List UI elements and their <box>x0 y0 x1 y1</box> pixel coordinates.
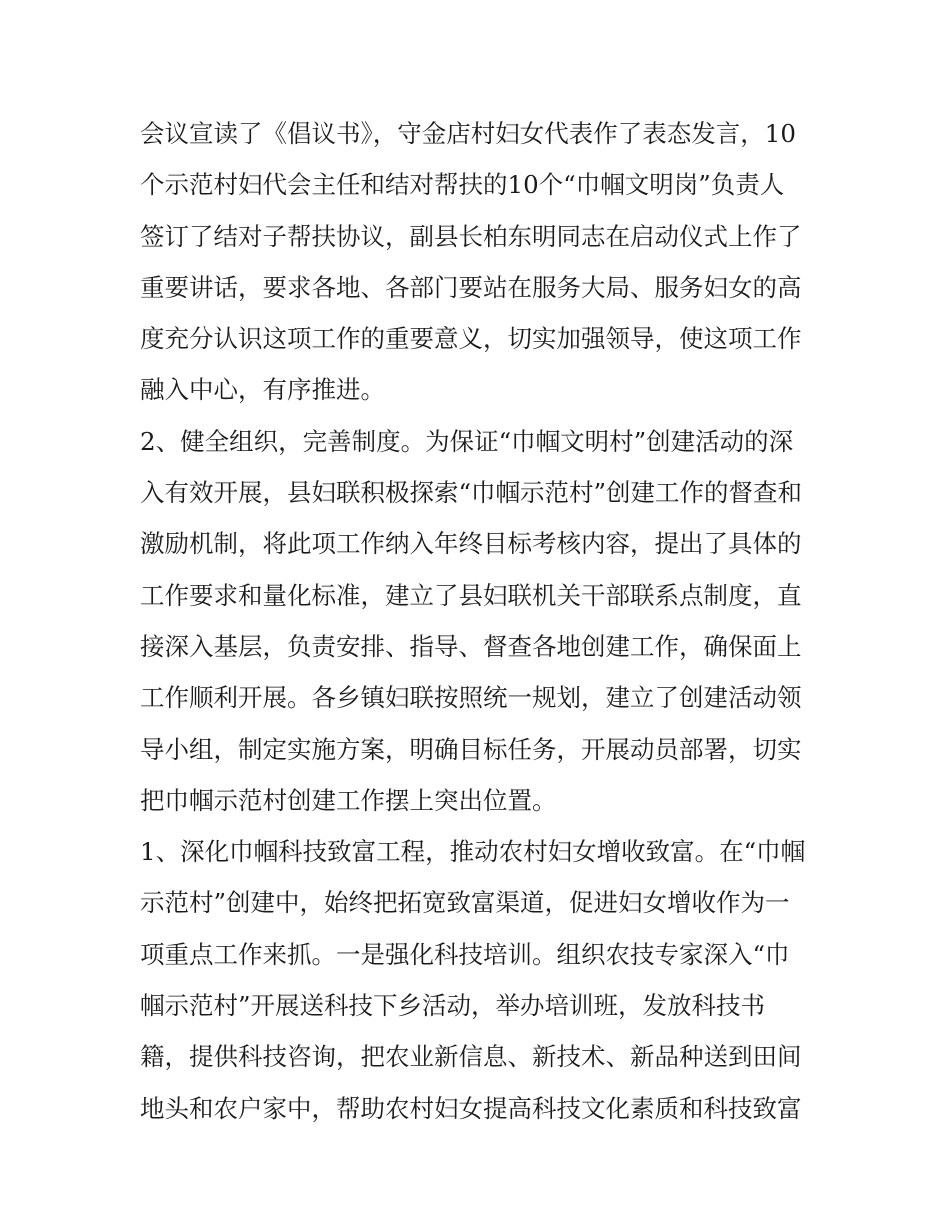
text-line: 度充分认识这项工作的重要意义，切实加强领导，使这项工作 <box>140 324 802 354</box>
text-line: 示范村”创建中，始终把拓宽致富渠道，促进妇女增收作为一 <box>140 888 790 918</box>
text-line: 签订了结对子帮扶协议，副县长柏东明同志在启动仪式上作了 <box>140 221 802 251</box>
text-line: 入有效开展，县妇联积极探索“巾帼示范村”创建工作的督查和 <box>140 478 803 508</box>
text-line: 工作要求和量化标准，建立了县妇联机关干部联系点制度，直 <box>140 580 802 610</box>
text-line: 项重点工作来抓。一是强化科技培训。组织农技专家深入“巾 <box>140 939 790 969</box>
text-line: 地头和农户家中，帮助农村妇女提高科技文化素质和科技致富 <box>140 1093 802 1123</box>
text-line: 激励机制，将此项工作纳入年终目标考核内容，提出了具体的 <box>140 529 802 559</box>
text-line: 导小组，制定实施方案，明确目标任务，开展动员部署，切实 <box>140 734 802 764</box>
text-line: 籍，提供科技咨询，把农业新信息、新技术、新品种送到田间 <box>140 1042 802 1072</box>
text-line: 个示范村妇代会主任和结对帮扶的10个“巾帼文明岗”负责人 <box>140 170 785 200</box>
text-line: 接深入基层，负责安排、指导、督查各地创建工作，确保面上 <box>140 631 802 661</box>
text-line: 工作顺利开展。各乡镇妇联按照统一规划，建立了创建活动领 <box>140 683 802 713</box>
text-line: 2、健全组织，完善制度。为保证“巾帼文明村”创建活动的深 <box>140 426 794 456</box>
text-line: 把巾帼示范村创建工作摆上突出位置。 <box>140 785 557 815</box>
text-line: 帼示范村”开展送科技下乡活动，举办培训班，发放科技书 <box>140 991 766 1021</box>
text-line: 重要讲话，要求各地、各部门要站在服务大局、服务妇女的高 <box>140 272 802 302</box>
text-line: 会议宣读了《倡议书》，守金店村妇女代表作了表态发言，10 <box>140 119 796 148</box>
body-text <box>140 108 820 1134</box>
text-line: 1、深化巾帼科技致富工程，推动农村妇女增收致富。在“巾帼 <box>140 837 806 867</box>
text-line: 融入中心，有序推进。 <box>140 375 385 405</box>
